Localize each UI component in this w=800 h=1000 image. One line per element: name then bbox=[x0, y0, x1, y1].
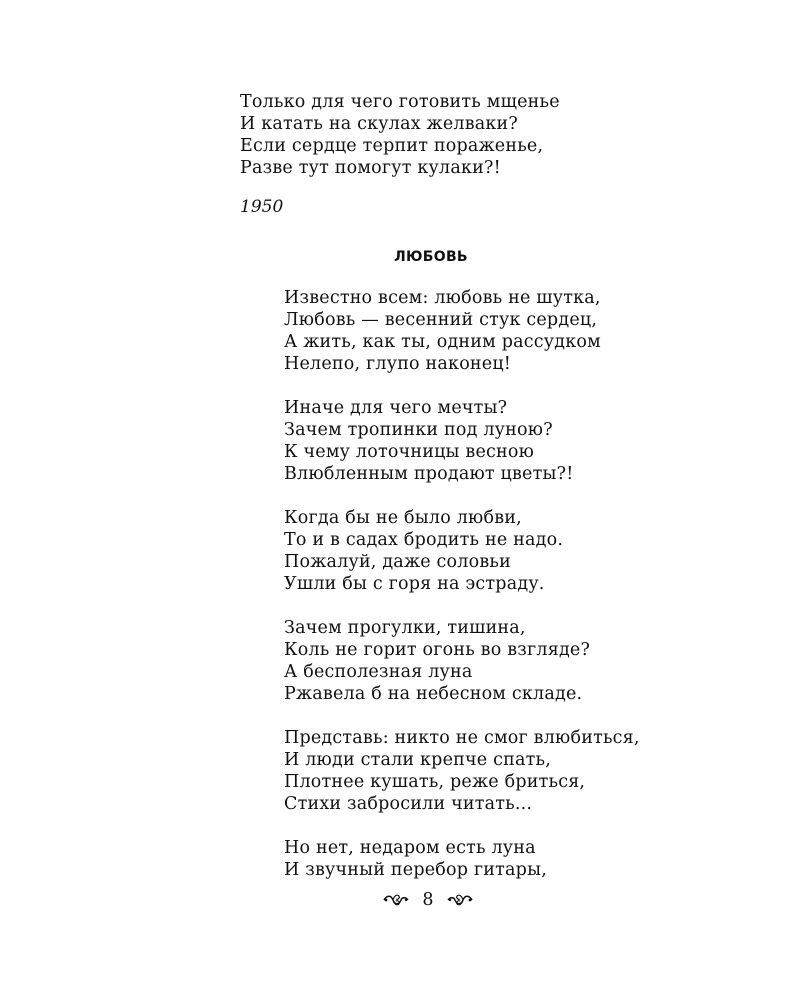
poem-title: ЛЮБОВЬ bbox=[394, 249, 468, 265]
verse-line: Представь: никто не смог влюбиться, bbox=[284, 728, 640, 748]
verse-line: А бесполезная луна bbox=[284, 662, 473, 682]
stanza bbox=[284, 837, 764, 881]
stanza bbox=[284, 397, 764, 485]
previous-poem-ending bbox=[240, 91, 720, 179]
poem-body bbox=[284, 287, 764, 881]
stanza bbox=[284, 507, 764, 595]
verse-line: Ржавела б на небесном складе. bbox=[284, 684, 583, 704]
poem-date: 1950 bbox=[240, 197, 284, 217]
stanza bbox=[284, 287, 764, 375]
verse-line: К чему лоточницы весною bbox=[284, 442, 535, 462]
verse-line: Плотнее кушать, реже бриться, bbox=[284, 772, 586, 792]
verse-line: Ушли бы с горя на эстраду. bbox=[284, 574, 545, 594]
verse-line: Пожалуй, даже соловьи bbox=[284, 552, 511, 572]
verse-line: И звучный перебор гитары, bbox=[284, 860, 547, 880]
verse-line: Только для чего готовить мщенье bbox=[240, 92, 560, 112]
verse-line: Любовь — весенний стук сердец, bbox=[284, 310, 598, 330]
stanza bbox=[284, 617, 764, 705]
verse-line: Стихи забросили читать... bbox=[284, 794, 533, 814]
verse-line: Иначе для чего мечты? bbox=[284, 398, 508, 418]
verse-line: И катать на скулах желваки? bbox=[240, 114, 518, 134]
flourish-ornament-icon bbox=[446, 891, 474, 909]
verse-line: Но нет, недаром есть луна bbox=[284, 838, 536, 858]
verse-line: А жить, как ты, одним рассудком bbox=[284, 332, 601, 352]
verse-line: И люди стали крепче спать, bbox=[284, 750, 551, 770]
verse-line: Когда бы не было любви, bbox=[284, 508, 522, 528]
verse-line: Известно всем: любовь не шутка, bbox=[284, 288, 601, 308]
verse-line: Влюбленным продают цветы?! bbox=[284, 464, 574, 484]
verse-line: Нелепо, глупо наконец! bbox=[284, 354, 512, 374]
page-number: 8 bbox=[422, 890, 434, 910]
verse-line: То и в садах бродить не надо. bbox=[284, 530, 564, 550]
verse-line: Если сердце терпит пораженье, bbox=[240, 136, 544, 156]
page-footer bbox=[370, 885, 486, 915]
stanza bbox=[284, 727, 764, 815]
verse-line: Разве тут помогут кулаки?! bbox=[240, 158, 501, 178]
verse-line: Зачем прогулки, тишина, bbox=[284, 618, 526, 638]
verse-line: Коль не горит огонь во взгляде? bbox=[284, 640, 591, 660]
flourish-ornament-icon bbox=[382, 891, 410, 909]
verse-line: Зачем тропинки под луною? bbox=[284, 420, 553, 440]
